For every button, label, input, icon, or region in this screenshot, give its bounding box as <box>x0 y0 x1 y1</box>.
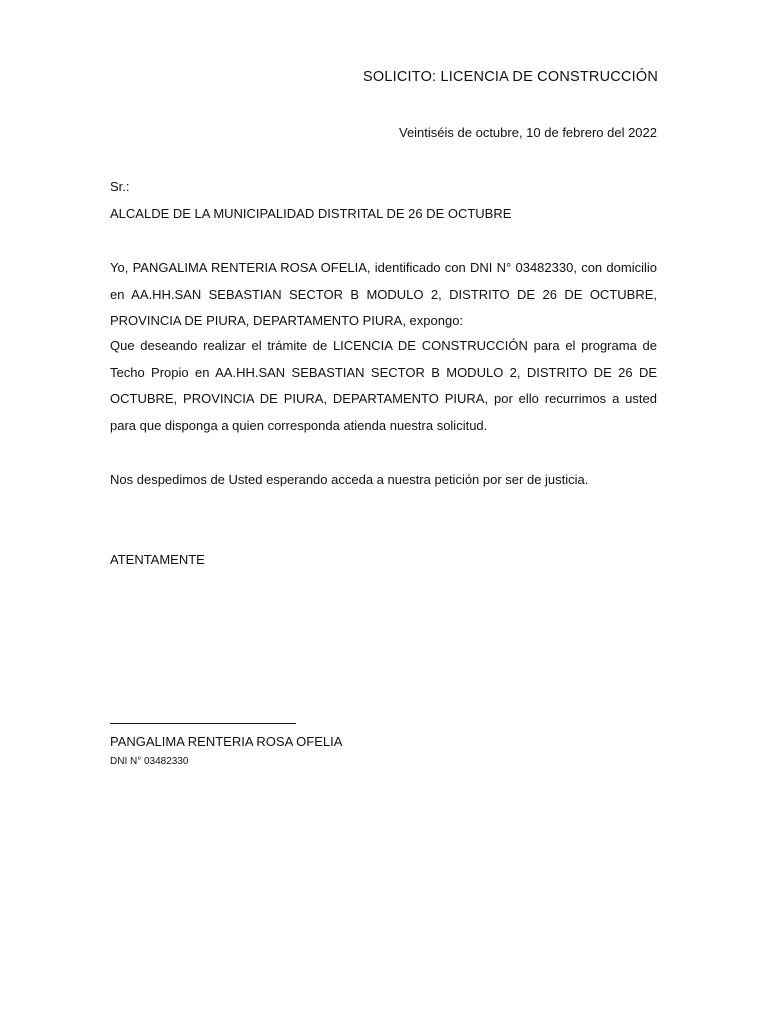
body-paragraph-request: Que deseando realizar el trámite de LICENCIA DE CONSTRUCCIÓN para el programa de Techo Propio en AA.HH.SAN SEBASTIAN SECTOR B MODULO 2, DISTRITO DE 26 DE OCTUBRE, PROVINCIA DE PIURA, DEPARTAMENTO PIURA, por ello recurrimos a usted para que disponga a quien corresponda atienda nuestra solicitud. <box>110 338 657 433</box>
letter-addressee: ALCALDE DE LA MUNICIPALIDAD DISTRITAL DE 26 DE OCTUBRE <box>110 206 512 221</box>
signer-name: PANGALIMA RENTERIA ROSA OFELIA <box>110 734 343 749</box>
signer-id: DNI N° 03482330 <box>110 756 189 767</box>
letter-salutation: Sr.: <box>110 179 130 194</box>
body-paragraph-intro: Yo, PANGALIMA RENTERIA ROSA OFELIA, identificado con DNI N° 03482330, con domicilio en AA.HH.SAN SEBASTIAN SECTOR B MODULO 2, DISTRITO DE 26 DE OCTUBRE, PROVINCIA DE PIURA, DEPARTAMENTO PIURA, expongo: <box>110 260 657 328</box>
closing-paragraph: Nos despedimos de Usted esperando acceda a nuestra petición por ser de justicia. <box>110 472 589 487</box>
letter-subject: SOLICITO: LICENCIA DE CONSTRUCCIÓN <box>363 69 658 85</box>
letter-date: Veintiséis de octubre, 10 de febrero del 2022 <box>398 125 657 140</box>
valediction: ATENTAMENTE <box>110 552 205 567</box>
signature-line <box>110 723 296 724</box>
